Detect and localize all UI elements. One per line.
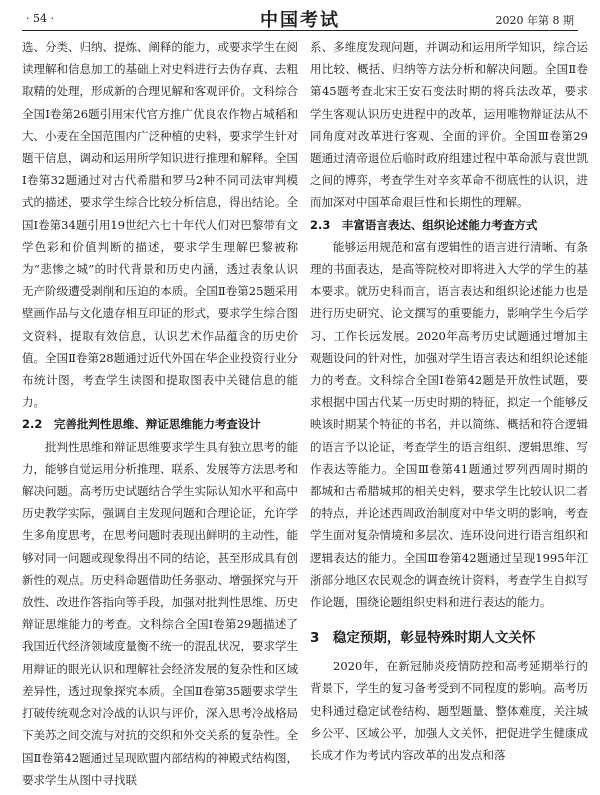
section-2-2-heading: 2.2 完善批判性思维、辩证思维能力考查设计 bbox=[22, 417, 261, 432]
issue-label: 2020 年第 8 期 bbox=[495, 14, 574, 27]
journal-title: 中国考试 bbox=[260, 10, 340, 31]
paragraph-continued-right: 系、多维度发现问题，并调动和运用所学知识，综合运用比较、概括、归纳等方法分析和解决问题。全国Ⅱ卷第45题考查北宋王安石变法时期的将兵法改革，要求学生客观认识历史进程中的改革，运用唯物辩证法从不同角度对改革进行客观、全面的评价。全国Ⅲ卷第29题通过清帝退位后临时政府组建过程中革命派与袁世凯之间的博弈，考查学生对辛亥革命不彻底性的认识，进而加深对中国革命艰巨性和长期性的理解。 bbox=[310, 40, 588, 210]
section-3-paragraph: 2020年，在新冠肺炎疫情防控和高考延期举行的背景下，学生的复习备考受到不同程度的影响。高考历史科通过稳定试卷结构、题型题量、整体难度，关注城乡公平、区域公平，加强人文关怀，把促进学生健康成长成才作为考试内容改革的出发点和落 bbox=[310, 659, 588, 763]
page-header bbox=[22, 6, 578, 30]
left-column bbox=[22, 36, 298, 791]
header-divider bbox=[22, 30, 578, 31]
section-2-3-paragraph: 能够运用规范和富有逻辑性的语言进行清晰、有条理的书面表达，是高等院校对即将进入大学的学生的基本要求。就历史科而言，语言表达和组织论述能力也是进行历史研究、论文撰写的重要能力，影响学生今后学习、工作长远发展。2020年高考历史试题通过增加主观题设问的针对性，加强对学生语言表达和组织论述能力的考查。文科综合全国Ⅰ卷第42题是开放性试题，要求根据中国古代某一历史时期的特征，拟定一个能够反映该时期某个特征的书名，并以简练、概括和符合逻辑的语言予以论证，考查学生的语言组织、逻辑思维、写作表达等能力。全国Ⅲ卷第41题通过罗列西周时期的都城和古希腊城邦的相关史料，要求学生比较认识二者的特点，并论述西周政治制度对中华文明的影响，考查学生面对复杂情境和多层次、连环设问进行语言组织和逻辑表达的能力。全国Ⅲ卷第42题通过呈现1995年江浙部分地区农民观念的调查统计资料，考查学生自拟写作论题，围绕论题组织史料和进行表达的能力。 bbox=[310, 239, 588, 610]
section-3-heading: 3 稳定预期，彰显特殊时期人文关怀 bbox=[310, 630, 536, 647]
section-2-2-paragraph: 批判性思维和辩证思维要求学生具有独立思考的能力，能够自觉运用分析推理、联系、发展等方法思考和解决问题。高考历史试题结合学生实际认知水平和高中历史教学实际，强调自主发现问题和合理论证，允许学生多角度思考，在思考问题时表现出鲜明的主动性，能够对同一问题或现象得出不同的结论，甚至形成具有创新性的观点。历史科命题借助任务驱动、增强探究与开放性、改进作答指向等手段，加强对批判性思维、历史辩证思维能力的考查。文科综合全国Ⅰ卷第29题描述了我国近代经济领域度量衡不统一的混乱状况，要求学生用辩证的眼光认识和理解社会经济发展的复杂性和区域差异性，透过现象探究本质。全国Ⅱ卷第35题要求学生打破传统观念对冷战的认识与评价，深入思考冷战格局下美苏之间交流与对抗的交织和外交关系的复杂性。全国Ⅱ卷第42题通过呈现欧盟内部结构的神殿式结构图，要求学生从图中寻找联 bbox=[22, 439, 298, 787]
page-number: · 54 · bbox=[26, 12, 54, 25]
right-column bbox=[310, 36, 588, 766]
paragraph-continued: 选、分类、归纳、提炼、阐释的能力，或要求学生在阅读理解和信息加工的基础上对史料进行去伪存真、去粗取精的处理，形成新的合理见解和客观评价。文科综合全国Ⅰ卷第26题引用宋代官方推广优良农作物占城稻和大、小麦在全国范围内广泛种植的史料，要求学生针对题干信息，调动和运用所学知识进行推理和解释。全国Ⅰ卷第32题通过对古代希腊和罗马2种不同司法审判模式的描述，要求学生综合比较分析信息，得出结论。全国Ⅰ卷第34题引用19世纪六七十年代人们对巴黎带有文学色彩和价值判断的描述，要求学生理解巴黎被称为“悲惨之城”的时代背景和历史内涵，透过表象认识无产阶级遭受剥削和压迫的本质。全国Ⅱ卷第25题采用壁画作品与文化遗存相互印证的形式，要求学生综合图文资料，提取有效信息，认识艺术作品蕴含的历史价值。全国Ⅱ卷第28题通过近代外国在华企业投资行业分布统计图，考查学生读图和提取图表中关键信息的能力。 bbox=[22, 40, 298, 410]
section-2-3-heading: 2.3 丰富语言表达、组织论述能力考查方式 bbox=[310, 217, 538, 232]
